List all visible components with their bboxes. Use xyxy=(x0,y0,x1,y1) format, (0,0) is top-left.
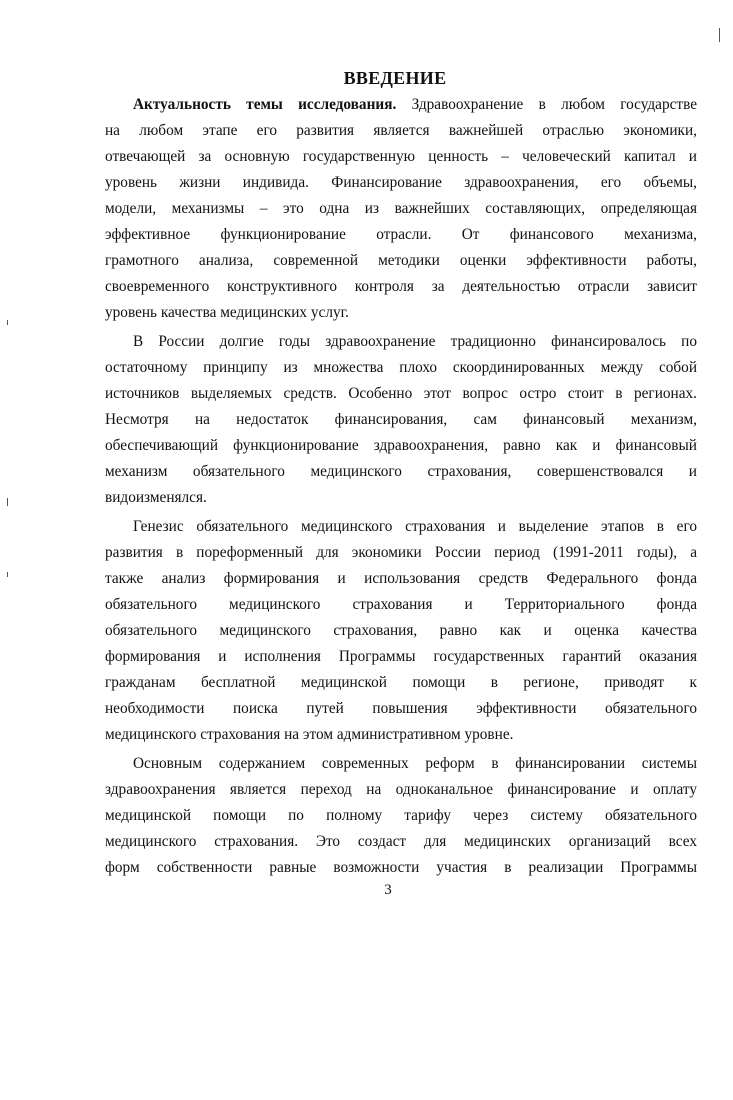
paragraph xyxy=(105,751,697,881)
text-line xyxy=(105,274,697,300)
line-text: здравоохранения является переход на одноканальное финансирование и оплату xyxy=(105,781,697,798)
line-text: развития в пореформенный для экономики России период (1991-2011 годы), а xyxy=(105,544,697,561)
text-line xyxy=(105,514,697,540)
line-text: остаточному принципу из множества плохо скоординированных между собой xyxy=(105,359,697,376)
line-text: медицинской помощи по полному тарифу через систему обязательного xyxy=(105,807,697,824)
text-line xyxy=(105,300,697,326)
scan-artifact xyxy=(7,320,8,325)
text-line xyxy=(105,566,697,592)
line-text: В России долгие годы здравоохранение традиционно финансировалось по xyxy=(133,333,697,350)
text-line xyxy=(105,644,697,670)
line-text: медицинского страхования. Это создаст для медицинских организаций всех xyxy=(105,833,697,850)
line-text: своевременного конструктивного контроля за деятельностью отрасли зависит xyxy=(105,278,697,295)
line-text: обязательного медицинского страхования и Территориального фонда xyxy=(105,596,697,613)
section-title: ВВЕДЕНИЕ xyxy=(343,68,447,88)
text-line xyxy=(105,248,697,274)
line-text: гражданам бесплатной медицинской помощи в регионе, приводят к xyxy=(105,674,697,691)
line-text: формирования и исполнения Программы государственных гарантий оказания xyxy=(105,648,697,665)
text-line xyxy=(105,540,697,566)
line-text: форм собственности равные возможности участия в реализации Программы xyxy=(105,859,697,876)
line-text: Несмотря на недостаток финансирования, сам финансовый механизм, xyxy=(105,411,697,428)
paragraph xyxy=(105,514,697,748)
text-line xyxy=(105,355,697,381)
text-line xyxy=(105,855,697,881)
text-line xyxy=(105,751,697,777)
text-line xyxy=(105,670,697,696)
paragraph xyxy=(105,92,697,326)
line-text: обязательного медицинского страхования, равно как и оценка качества xyxy=(105,622,697,639)
text-line xyxy=(105,803,697,829)
text-line xyxy=(105,196,697,222)
text-line xyxy=(105,777,697,803)
line-text: уровень жизни индивида. Финансирование здравоохранения, его объемы, xyxy=(105,174,697,191)
scan-artifact xyxy=(719,28,720,42)
text-line xyxy=(105,92,697,118)
line-text: на любом этапе его развития является важнейшей отраслью экономики, xyxy=(105,122,697,139)
line-text: необходимости поиска путей повышения эффективности обязательного xyxy=(105,700,697,717)
text-line xyxy=(105,722,697,748)
text-line xyxy=(105,829,697,855)
text-line xyxy=(105,144,697,170)
text-line xyxy=(105,459,697,485)
line-text: также анализ формирования и использования средств Федерального фонда xyxy=(105,570,697,587)
line-text: эффективное функционирование отрасли. От финансового механизма, xyxy=(105,226,697,243)
line-text: видоизменялся. xyxy=(105,489,207,506)
paragraph xyxy=(105,329,697,511)
scan-artifact xyxy=(7,498,8,506)
text-line xyxy=(105,118,697,144)
line-text: механизм обязательного медицинского страхования, совершенствовался и xyxy=(105,463,697,480)
scan-artifact xyxy=(7,572,8,577)
text-line xyxy=(105,485,697,511)
line-text: уровень качества медицинских услуг. xyxy=(105,304,349,321)
document-body xyxy=(105,92,697,884)
line-text: грамотного анализа, современной методики оценки эффективности работы, xyxy=(105,252,697,269)
lead-heading: Актуальность темы исследования. xyxy=(133,96,397,113)
line-text: Основным содержанием современных реформ в финансировании системы xyxy=(133,755,697,772)
text-line xyxy=(105,381,697,407)
text-line xyxy=(105,222,697,248)
line-text: медицинского страхования на этом административном уровне. xyxy=(105,726,514,743)
text-line xyxy=(105,329,697,355)
text-line xyxy=(105,407,697,433)
text-line xyxy=(105,618,697,644)
line-text: отвечающей за основную государственную ценность – человеческий капитал и xyxy=(105,148,697,165)
line-text: обеспечивающий функционирование здравоохранения, равно как и финансовый xyxy=(105,437,697,454)
text-line xyxy=(105,592,697,618)
text-line xyxy=(105,433,697,459)
page-number: 3 xyxy=(384,882,392,898)
line-text: источников выделяемых средств. Особенно этот вопрос остро стоит в регионах. xyxy=(105,385,697,402)
text-line xyxy=(105,170,697,196)
line-text: модели, механизмы – это одна из важнейших составляющих, определяющая xyxy=(105,200,697,217)
text-line xyxy=(105,696,697,722)
line-text: Здравоохранение в любом государстве xyxy=(411,96,698,113)
line-text: Генезис обязательного медицинского страхования и выделение этапов в его xyxy=(133,518,697,535)
